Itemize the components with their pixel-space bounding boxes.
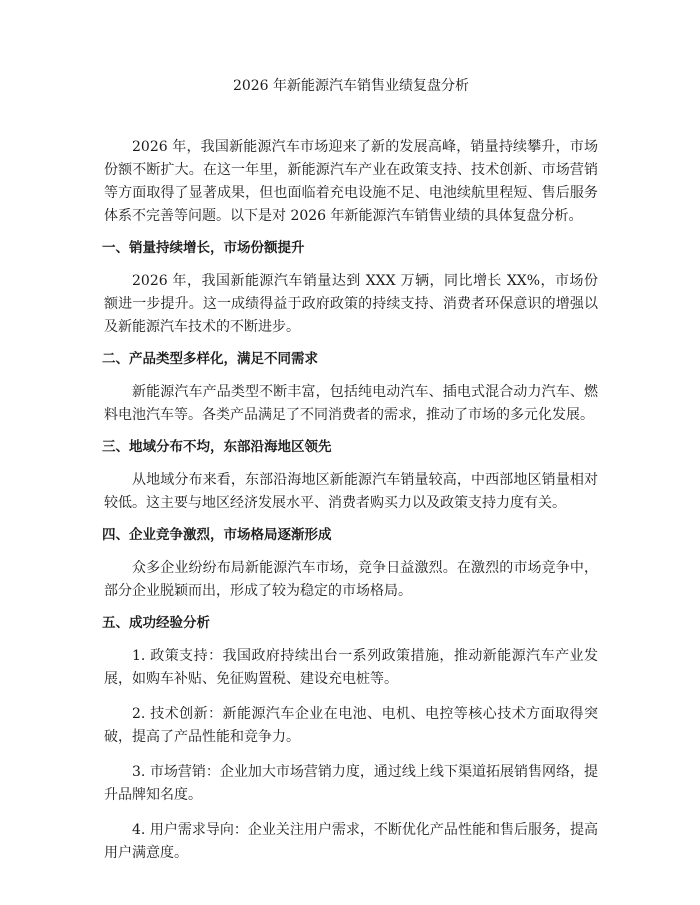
- section-body-product-diversity: 新能源汽车产品类型不断丰富，包括纯电动汽车、插电式混合动力汽车、燃料电池汽车等。各类产品满足了不同消费者的需求，推动了市场的多元化发展。: [104, 384, 598, 423]
- intro-paragraph: 2026 年，我国新能源汽车市场迎来了新的发展高峰，销量持续攀升，市场份额不断扩大。在这一年里，新能源汽车产业在政策支持、技术创新、市场营销等方面取得了显著成果，但也面临着充电设施不足、电池续航里程短、售后服务体系不完善等问题。以下是对 2026 年新能源汽车销售业绩的具体复盘分析。: [104, 139, 598, 224]
- list-item-tech-innovation: 2. 技术创新：新能源汽车企业在电池、电机、电控等核心技术方面取得突破，提高了产品性能和竞争力。: [104, 706, 598, 745]
- section-body-regional-distribution: 从地域分布来看，东部沿海地区新能源汽车销量较高，中西部地区销量相对较低。这主要与地区经济发展水平、消费者购买力以及政策支持力度有关。: [104, 472, 598, 511]
- section-heading-product-diversity: 二、产品类型多样化，满足不同需求: [102, 351, 318, 367]
- section-body-competition: 众多企业纷纷布局新能源汽车市场，竞争日益激烈。在激烈的市场竞争中，部分企业脱颖而出，形成了较为稳定的市场格局。: [104, 560, 598, 599]
- section-body-sales-growth: 2026 年，我国新能源汽车销量达到 XXX 万辆，同比增长 XX%，市场份额进一步提升。这一成绩得益于政府政策的持续支持、消费者环保意识的增强以及新能源汽车技术的不断进步。: [104, 273, 598, 335]
- document-title: 2026 年新能源汽车销售业绩复盘分析: [232, 78, 470, 94]
- list-item-policy-support: 1. 政策支持：我国政府持续出台一系列政策措施，推动新能源汽车产业发展，如购车补贴、免征购置税、建设充电桩等。: [104, 648, 598, 687]
- section-heading-success-experience: 五、成功经验分析: [102, 615, 210, 631]
- section-heading-regional-distribution: 三、地域分布不均，东部沿海地区领先: [102, 439, 332, 455]
- list-item-marketing: 3. 市场营销：企业加大市场营销力度，通过线上线下渠道拓展销售网络，提升品牌知名度。: [104, 764, 598, 803]
- section-heading-competition: 四、企业竞争激烈，市场格局逐渐形成: [102, 527, 332, 543]
- list-item-user-demand: 4. 用户需求导向：企业关注用户需求，不断优化产品性能和售后服务，提高用户满意度。: [104, 822, 598, 861]
- section-heading-sales-growth: 一、销量持续增长，市场份额提升: [102, 240, 305, 256]
